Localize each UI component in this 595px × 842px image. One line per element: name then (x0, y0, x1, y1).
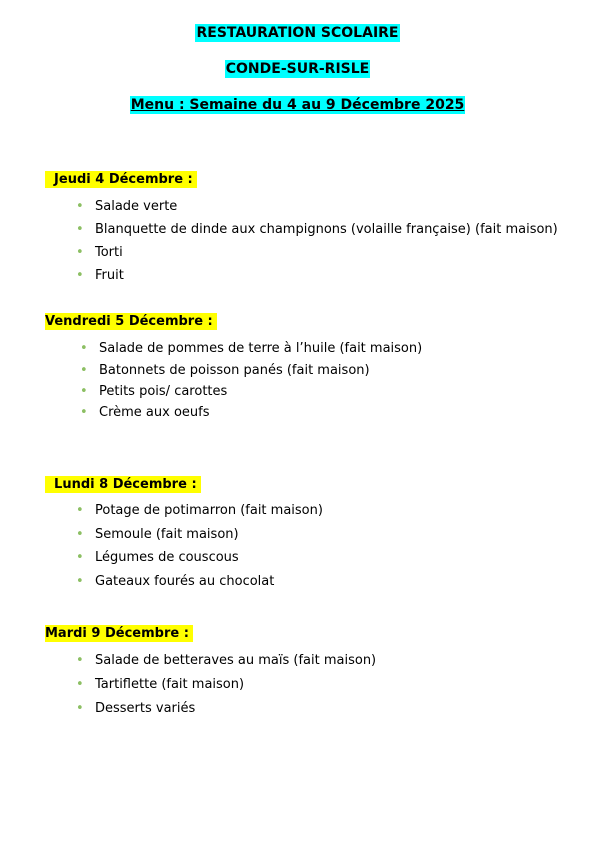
bullet-dot-icon: • (76, 245, 84, 260)
day-item-list (76, 653, 377, 725)
list-item (80, 341, 423, 363)
header-title (0, 25, 595, 41)
item-text: Fruit (95, 268, 124, 283)
day-heading-text: Vendredi 5 Décembre : (45, 314, 218, 329)
list-item (76, 199, 558, 222)
day-item-list (80, 341, 423, 426)
item-text: Potage de potimarron (fait maison) (95, 503, 323, 518)
day-heading-vendredi (45, 314, 217, 330)
header-title-text: RESTAURATION SCOLAIRE (196, 25, 399, 41)
item-text: Batonnets de poisson panés (fait maison) (99, 363, 370, 378)
item-text: Salade verte (95, 199, 178, 214)
bullet-dot-icon: • (76, 574, 84, 589)
item-text: Blanquette de dinde aux champignons (volaille française) (fait maison) (95, 222, 558, 237)
list-item (76, 574, 323, 597)
list-item (76, 268, 558, 291)
list-item (76, 701, 376, 725)
bullet-dot-icon: • (80, 341, 88, 356)
list-item (80, 405, 422, 426)
list-item (76, 503, 323, 527)
item-text: Salade de pommes de terre à l’huile (fait maison) (99, 341, 423, 356)
item-text: Desserts variés (95, 701, 196, 716)
day-item-list (76, 199, 558, 291)
item-text: Légumes de couscous (95, 550, 239, 565)
day-heading-jeudi (45, 172, 197, 188)
list-item (76, 677, 376, 701)
bullet-dot-icon: • (76, 550, 84, 565)
header-city (0, 61, 595, 77)
list-item (80, 363, 422, 384)
bullet-dot-icon: • (76, 527, 84, 542)
bullet-dot-icon: • (76, 199, 84, 214)
day-heading-mardi (45, 626, 193, 642)
bullet-dot-icon: • (76, 677, 84, 692)
item-text: Petits pois/ carottes (99, 384, 228, 399)
day-heading-text: Jeudi 4 Décembre : (45, 172, 198, 187)
bullet-dot-icon: • (76, 503, 84, 518)
day-heading-lundi (45, 477, 201, 493)
item-text: Crème aux oeufs (99, 405, 210, 420)
bullet-dot-icon: • (76, 701, 84, 716)
bullet-dot-icon: • (76, 268, 84, 283)
day-item-list (76, 503, 323, 597)
bullet-dot-icon: • (76, 653, 84, 668)
item-text: Torti (95, 245, 123, 260)
list-item (76, 550, 323, 574)
header-menu-week-text: Menu : Semaine du 4 au 9 Décembre 2025 (130, 97, 465, 113)
header-city-text: CONDE-SUR-RISLE (225, 61, 370, 77)
list-item (76, 527, 323, 550)
day-heading-text: Lundi 8 Décembre : (45, 477, 202, 492)
day-heading-text: Mardi 9 Décembre : (45, 626, 194, 641)
item-text: Salade de betteraves au maïs (fait maison) (95, 653, 377, 668)
list-item (76, 222, 558, 245)
header-menu-week (0, 97, 595, 113)
bullet-dot-icon: • (76, 222, 84, 237)
list-item (76, 245, 558, 268)
item-text: Gateaux fourés au chocolat (95, 574, 275, 589)
list-item (80, 384, 422, 405)
bullet-dot-icon: • (80, 363, 88, 378)
item-text: Semoule (fait maison) (95, 527, 239, 542)
item-text: Tartiflette (fait maison) (95, 677, 245, 692)
list-item (76, 653, 377, 677)
bullet-dot-icon: • (80, 384, 88, 399)
bullet-dot-icon: • (80, 405, 88, 420)
